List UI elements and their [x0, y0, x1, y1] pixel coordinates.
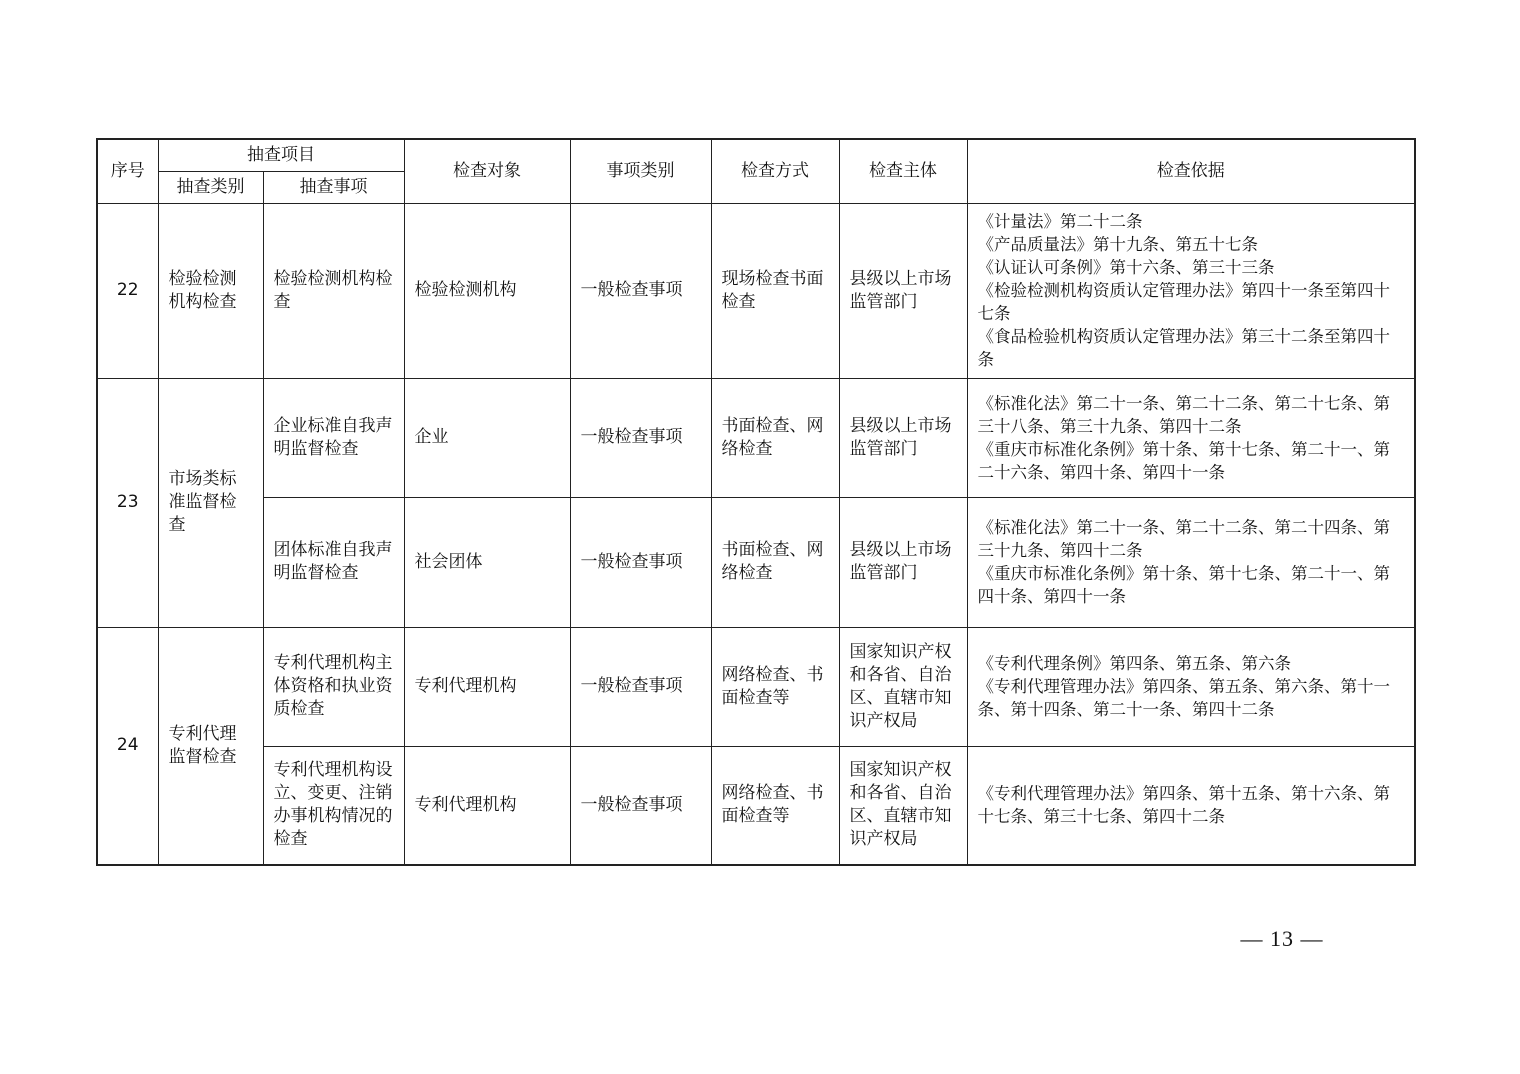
row-basis [967, 497, 1415, 627]
table-row [97, 203, 1415, 378]
header-target: 检查对象 [404, 139, 570, 203]
header-category: 抽查类别 [158, 171, 263, 203]
table-row [97, 497, 1415, 627]
basis-line: 《计量法》第二十二条 [977, 212, 1143, 231]
row-category: 市场类标准监督检查 [158, 378, 263, 627]
row-seq: 23 [97, 378, 158, 627]
row-item: 团体标准自我声明监督检查 [263, 497, 404, 627]
header-item-group: 抽查项目 [158, 139, 404, 171]
row-target: 检验检测机构 [404, 203, 570, 378]
row-seq: 22 [97, 203, 158, 378]
row-method: 网络检查、书面检查等 [711, 746, 839, 865]
inspection-table-sheet [96, 138, 1414, 866]
row-method: 现场检查书面检查 [711, 203, 839, 378]
row-basis [967, 203, 1415, 378]
row-item: 专利代理机构设立、变更、注销办事机构情况的检查 [263, 746, 404, 865]
row-target: 企业 [404, 378, 570, 497]
basis-line: 《专利代理管理办法》第四条、第五条、第六条、第十一条、第十四条、第二十一条、第四十二条 [977, 677, 1390, 719]
row-basis [967, 378, 1415, 497]
row-target: 专利代理机构 [404, 627, 570, 746]
row-subject: 县级以上市场监管部门 [839, 378, 967, 497]
basis-line: 《标准化法》第二十一条、第二十二条、第二十四条、第三十九条、第四十二条 [977, 518, 1390, 560]
row-item: 企业标准自我声明监督检查 [263, 378, 404, 497]
row-category: 检验检测机构检查 [158, 203, 263, 378]
row-target: 专利代理机构 [404, 746, 570, 865]
row-method: 书面检查、网络检查 [711, 378, 839, 497]
table-row [97, 627, 1415, 746]
row-category: 专利代理监督检查 [158, 627, 263, 865]
header-basis: 检查依据 [967, 139, 1415, 203]
header-type: 事项类别 [570, 139, 711, 203]
basis-line: 《食品检验机构资质认定管理办法》第三十二条至第四十条 [977, 327, 1390, 369]
basis-line: 《重庆市标准化条例》第十条、第十七条、第二十一、第四十条、第四十一条 [977, 564, 1390, 606]
basis-line: 《产品质量法》第十九条、第五十七条 [977, 235, 1258, 254]
basis-line: 《重庆市标准化条例》第十条、第十七条、第二十一、第二十六条、第四十条、第四十一条 [977, 439, 1390, 482]
basis-line: 《认证认可条例》第十六条、第三十三条 [977, 258, 1275, 277]
row-item: 检验检测机构检查 [263, 203, 404, 378]
row-method: 书面检查、网络检查 [711, 497, 839, 627]
page-number: — 13 — [1240, 926, 1324, 951]
row-type: 一般检查事项 [570, 627, 711, 746]
row-basis [967, 746, 1415, 865]
header-subject: 检查主体 [839, 139, 967, 203]
row-basis [967, 627, 1415, 746]
row-target: 社会团体 [404, 497, 570, 627]
table-row [97, 746, 1415, 865]
header-item: 抽查事项 [263, 171, 404, 203]
row-seq: 24 [97, 627, 158, 865]
row-subject: 县级以上市场监管部门 [839, 497, 967, 627]
row-type: 一般检查事项 [570, 378, 711, 497]
inspection-table [96, 138, 1416, 866]
row-subject: 国家知识产权和各省、自治区、直辖市知识产权局 [839, 746, 967, 865]
basis-line: 《专利代理管理办法》第四条、第十五条、第十六条、第十七条、第三十七条、第四十二条 [977, 784, 1390, 827]
row-subject: 县级以上市场监管部门 [839, 203, 967, 378]
row-method: 网络检查、书面检查等 [711, 627, 839, 746]
row-type: 一般检查事项 [570, 203, 711, 378]
header-seq: 序号 [97, 139, 158, 203]
row-item: 专利代理机构主体资格和执业资质检查 [263, 627, 404, 746]
table-row [97, 378, 1415, 497]
row-type: 一般检查事项 [570, 497, 711, 627]
header-method: 检查方式 [711, 139, 839, 203]
row-subject: 国家知识产权和各省、自治区、直辖市知识产权局 [839, 627, 967, 746]
basis-line: 《专利代理条例》第四条、第五条、第六条 [977, 654, 1291, 673]
row-type: 一般检查事项 [570, 746, 711, 865]
basis-line: 《检验检测机构资质认定管理办法》第四十一条至第四十七条 [977, 281, 1390, 323]
basis-line: 《标准化法》第二十一条、第二十二条、第二十七条、第三十八条、第三十九条、第四十二条 [977, 393, 1390, 436]
